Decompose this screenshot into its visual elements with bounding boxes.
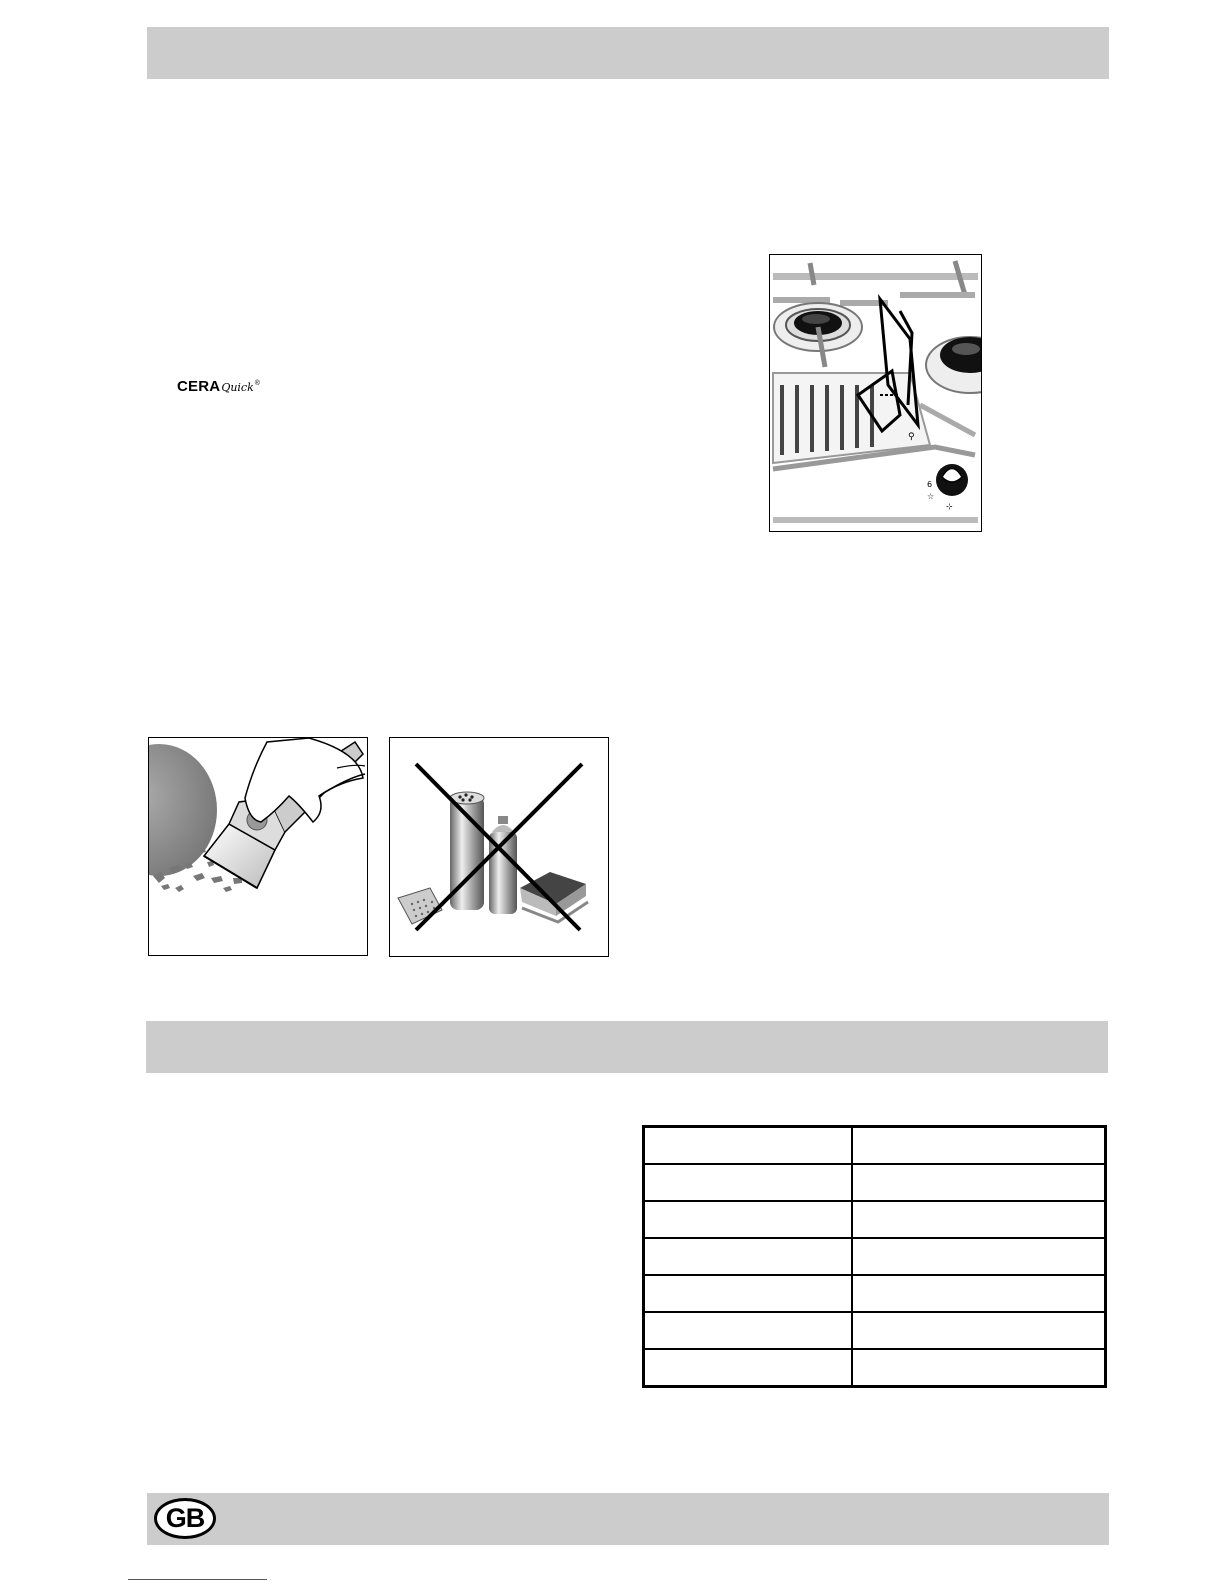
hob-cleaning-figure — [769, 254, 982, 532]
country-badge-gb: GB — [154, 1498, 216, 1539]
table-cell — [644, 1238, 853, 1275]
table-cell — [852, 1164, 1106, 1201]
table-cell — [852, 1312, 1106, 1349]
svg-text:⊹: ⊹ — [946, 502, 953, 511]
svg-text:☆: ☆ — [927, 492, 935, 501]
table-cell — [852, 1238, 1106, 1275]
table-cell — [852, 1201, 1106, 1238]
table-cell — [644, 1312, 853, 1349]
svg-text:6: 6 — [927, 480, 933, 489]
specification-table — [642, 1125, 1107, 1388]
table-cell — [852, 1275, 1106, 1312]
table-cell — [644, 1164, 853, 1201]
table-row — [644, 1127, 1106, 1165]
logo-script-text: Quick — [221, 381, 254, 394]
table-cell — [852, 1127, 1106, 1165]
footer-band — [147, 1493, 1109, 1545]
ceraquick-logo — [177, 378, 260, 395]
footer-link-underline[interactable] — [128, 1579, 267, 1580]
logo-registered-mark: ® — [254, 380, 260, 387]
table-row — [644, 1349, 1106, 1387]
table-row — [644, 1201, 1106, 1238]
table-row — [644, 1275, 1106, 1312]
prohibited-cleaners-icon — [390, 738, 608, 956]
table-cell — [644, 1275, 853, 1312]
logo-main-text: CERA — [177, 378, 221, 395]
table-cell — [644, 1349, 853, 1387]
scraper-illustration-icon — [149, 738, 367, 955]
table-cell — [644, 1127, 853, 1165]
table-row — [644, 1238, 1106, 1275]
section-header-band — [147, 27, 1109, 79]
section-header-band-2 — [146, 1021, 1108, 1073]
table-row — [644, 1312, 1106, 1349]
table-row — [644, 1164, 1106, 1201]
hob-illustration-icon — [770, 255, 981, 531]
scraper-figure — [148, 737, 368, 956]
table-cell — [852, 1349, 1106, 1387]
table-cell — [644, 1201, 853, 1238]
svg-text:⚲: ⚲ — [908, 432, 915, 442]
prohibited-cleaners-figure — [389, 737, 609, 957]
